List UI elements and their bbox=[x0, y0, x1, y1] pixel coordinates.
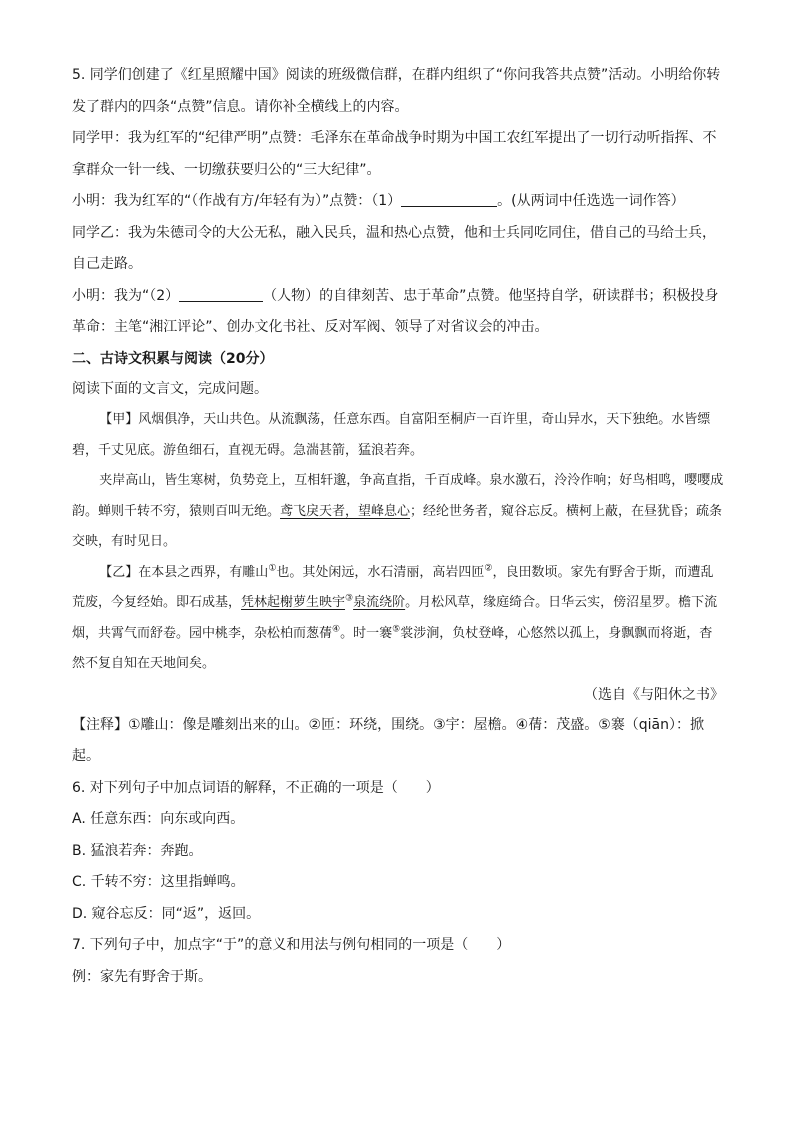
passage-yi-t1: 【乙】在本县之西界，有雕山 bbox=[99, 564, 269, 580]
passage-jia-p2 bbox=[72, 466, 724, 558]
passage-jia-p2-b: ；经纶世务者，窥谷忘反。横柯上蔽，在昼犹昏；疏条交映，有时见日。 bbox=[72, 503, 723, 549]
q5-student-jia: 同学甲：我为红军的“纪律严明”点赞：毛泽东在革命战争时期为中国工农红军提出了一切行动听指挥、不拿群众一针一线、一切缴获要归公的“三大纪律”。 bbox=[72, 130, 717, 178]
passage-yi-t2: 也。其处闲远，水石清丽，高岩四匝 bbox=[276, 564, 485, 580]
q5-xiaoming-1-text-a: 小明：我为红军的“（作战有方/年轻有为）”点赞：（1） bbox=[72, 193, 402, 209]
note-mark-1: ① bbox=[268, 563, 277, 574]
annotations: 【注释】①雕山：像是雕刻出来的山。②匝：环绕，围绕。③宇：屋檐。④蒨：茂盛。⑤褰（qiān）：掀起。 bbox=[72, 716, 704, 764]
note-mark-5: ⑤ bbox=[392, 624, 401, 635]
passage-jia-underlined-sentence: 鸢飞戾天者，望峰息心 bbox=[280, 503, 411, 519]
passage-jia-p1: 【甲】风烟俱净，天山共色。从流飘荡，任意东西。自富阳至桐庐一百许里，奇山异水，天下独绝。水皆缥碧，千丈见底。游鱼细石，直视无碍。急湍甚箭，猛浪若奔。 bbox=[72, 412, 711, 458]
q6-option-d[interactable]: D. 窥谷忘反：同“返”，返回。 bbox=[72, 905, 261, 922]
section-2-title: 二、古诗文积累与阅读（20分） bbox=[72, 350, 274, 367]
passage-yi bbox=[72, 558, 724, 680]
note-mark-2: ② bbox=[484, 563, 493, 574]
q5-student-yi: 同学乙：我为朱德司令的大公无私，融入民兵，温和热心点赞，他和士兵同吃同住，借自己的马给士兵，自己走路。 bbox=[72, 224, 716, 272]
q5-xiaoming-2-text-a: 小明：我为“（2） bbox=[72, 287, 180, 304]
passage-yi-underlined-1: 凭林起榭萝生映宇 bbox=[241, 595, 346, 610]
q5-intro: 5. 同学们创建了《红星照耀中国》阅读的班级微信群，在群内组织了“你问我答共点赞”活动。小明给你转发了群内的四条“点赞”信息。请你补全横线上的内容。 bbox=[72, 67, 721, 115]
answer-blank-2[interactable] bbox=[179, 285, 263, 302]
note-mark-4: ④ bbox=[332, 624, 341, 635]
exam-page bbox=[72, 60, 724, 993]
note-mark-3: ③ bbox=[345, 593, 354, 604]
passage-yi-t3: ，良田数顷。家先有野舍于斯，而遭乱荒废，今复经始。即石成基， bbox=[72, 564, 714, 610]
passage-yi-underlined-2: 泉流绕阶 bbox=[353, 595, 406, 610]
q5-xiaoming-2-text-b: （人物）的自律刻苦、忠于革命”点赞。他坚持自学，研读群书；积极投身革命：主笔“湘江评论”、创办文化书社、反对军阀、领导了对省议会的冲击。 bbox=[72, 287, 719, 335]
answer-blank-1[interactable] bbox=[401, 190, 497, 207]
q6-option-c[interactable]: C. 千转不穷：这里指蝉鸣。 bbox=[72, 874, 245, 890]
q7-stem: 7. 下列句子中，加点字“于”的意义和用法与例句相同的一项是（ ） bbox=[72, 937, 511, 953]
q6-stem: 6. 对下列句子中加点词语的解释，不正确的一项是（ ） bbox=[72, 779, 440, 796]
q5-xiaoming-1-text-b: 。(从两词中任选选一词作答） bbox=[497, 193, 685, 209]
section-2-instruction: 阅读下面的文言文，完成问题。 bbox=[72, 380, 268, 397]
passage-jia-p2-a: 夹岸高山，皆生寒树，负势竞上，互相轩邈，争高直指，千百成峰。泉水激石，泠泠作响；好鸟相鸣，嘤嘤成韵。蝉则千转不穷，猿则百叫无绝。 bbox=[72, 473, 724, 519]
passage-source: （选自《与阳休之书》 bbox=[584, 686, 724, 703]
q5-xiaoming-1 bbox=[72, 186, 724, 218]
q7-example: 例：家先有野舍于斯。 bbox=[72, 968, 212, 985]
passage-yi-t4: 。月松风草，缘庭绮合。日华云实，傍沼星罗。檐下流烟，共霄气而舒卷。园中桃李，杂松柏而葱蒨 bbox=[72, 595, 718, 641]
passage-yi-t6: 裳涉涧，负杖登峰，心悠然以孤上，身飘飘而将逝，杳然不复自知在天地间矣。 bbox=[72, 625, 713, 671]
q5-xiaoming-2 bbox=[72, 281, 724, 344]
q6-option-b[interactable]: B. 猛浪若奔：奔跑。 bbox=[72, 842, 203, 859]
passage-yi-t5: 。时一褰 bbox=[340, 625, 393, 641]
q6-option-a[interactable]: A. 任意东西：向东或向西。 bbox=[72, 811, 245, 827]
